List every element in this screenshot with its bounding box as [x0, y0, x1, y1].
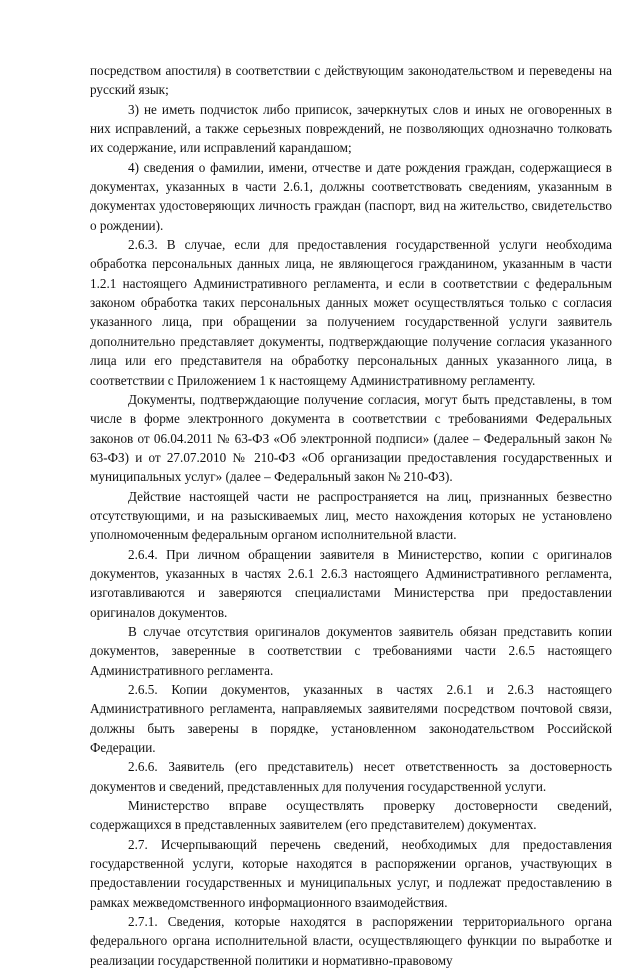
paragraph-2-7: 2.7. Исчерпывающий перечень сведений, необходимых для предоставления государственной услуги, которые находятся в распоряжении органов, участвующих в предоставлении государственных и муниципальных услуг, и подлежат предоставлению в рамках межведомственного информационного взаимодействия.: [90, 836, 612, 910]
document-page: [90, 61, 612, 970]
paragraph-scope-exclusion: Действие настоящей части не распространяется на лиц, признанных безвестно отсутствующими, и на разыскиваемых лиц, место нахождения которых не установлено уполномоченным федеральным органом исполнительной власти.: [90, 488, 612, 543]
paragraph-no-originals: В случае отсутствия оригиналов документов заявитель обязан представить копии документов, заверенные в соответствии с требованиями части 2.6.5 настоящего Административного регламента.: [90, 623, 612, 678]
paragraph-item-4: 4) сведения о фамилии, имени, отчестве и дате рождения граждан, содержащиеся в документах, указанных в части 2.6.1, должны соответствовать сведениям, указанным в документах удостоверяющих личность граждан (паспорт, вид на жительство, свидетельство о рождении).: [90, 159, 612, 233]
paragraph-ministry-verification: Министерство вправе осуществлять проверку достоверности сведений, содержащихся в представленных заявителем (его представителем) документах.: [90, 798, 612, 833]
paragraph-2-6-5: 2.6.5. Копии документов, указанных в частях 2.6.1 и 2.6.3 настоящего Административного регламента, направляемых заявителями посредством почтовой связи, должны быть заверены в порядке, установленном законодательством Российской Федерации.: [90, 682, 612, 756]
paragraph-item-3: 3) не иметь подчисток либо приписок, зачеркнутых слов и иных не оговоренных в них исправлений, а также серьезных повреждений, не позволяющих однозначно толковать их содержание, или исправлений карандашом;: [90, 101, 612, 156]
paragraph-consent-documents: Документы, подтверждающие получение согласия, могут быть представлены, в том числе в форме электронного документа в соответствии с требованиями Федеральных законов от 06.04.2011 № 63-ФЗ «Об электронной подписи» (далее – Федеральный закон № 63-ФЗ) и от 27.07.2010 № 210-ФЗ «Об организации предоставления государственных и муниципальных услуг» (далее – Федеральный закон № 210-ФЗ).: [90, 391, 612, 485]
paragraph-2-7-1: 2.7.1. Сведения, которые находятся в распоряжении территориального органа федерального органа исполнительной власти, осуществляющего функции по выработке и реализации государственной политики и нормативно-правовому: [90, 914, 612, 968]
paragraph-2-6-3: 2.6.3. В случае, если для предоставления государственной услуги необходима обработка персональных данных лица, не являющегося гражданином, указанным в части 1.2.1 настоящего Административного регламента, и если в соответствии с федеральным законом обработка таких персональных данных может осуществляться только с согласия указанного лица, при обращении за получением государственной услуги заявитель дополнительно представляет документы, подтверждающие получение согласия указанного лица или его представителя на обработку персональных данных указанного лица, в соответствии с Приложением 1 к настоящему Административному регламенту.: [90, 237, 612, 388]
paragraph-2-6-4: 2.6.4. При личном обращении заявителя в Министерство, копии с оригиналов документов, указанных в частях 2.6.1 2.6.3 настоящего Административного регламента, изготавливаются и заверяются специалистами Министерства при предоставлении оригиналов документов.: [90, 546, 612, 620]
paragraph-2-6-6: 2.6.6. Заявитель (его представитель) несет ответственность за достоверность документов и сведений, представленных для получения государственной услуги.: [90, 759, 612, 794]
paragraph-apostille: посредством апостиля) в соответствии с действующим законодательством и переведены на русский язык;: [90, 63, 612, 98]
